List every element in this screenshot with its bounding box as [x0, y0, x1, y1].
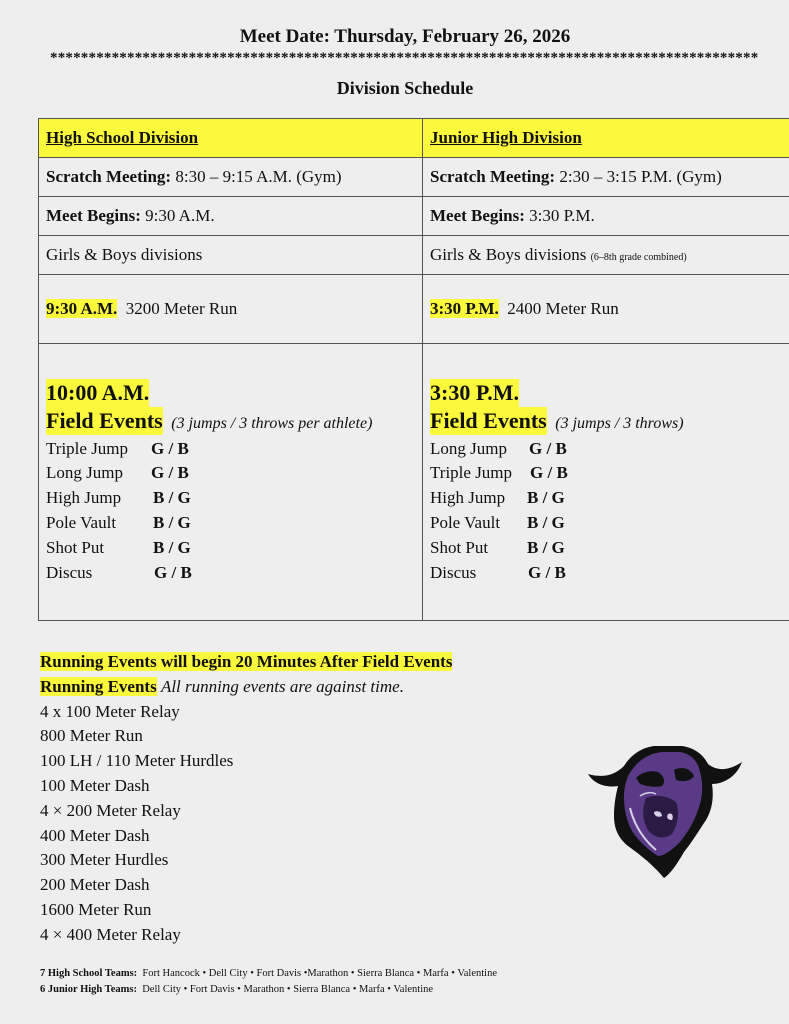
field-event-item: [430, 511, 789, 536]
field-event-order: B / G: [527, 537, 565, 557]
hs-field-note: (3 jumps / 3 throws per athlete): [171, 414, 373, 432]
hs-scratch-time: 8:30 – 9:15 A.M. (Gym): [171, 167, 342, 186]
divisions-row: [39, 236, 789, 275]
field-event-name: High Jump: [430, 488, 506, 508]
hs-division-title: High School Division: [39, 119, 423, 158]
field-event-name: High Jump: [46, 488, 122, 508]
field-event-item: [430, 486, 789, 511]
hs-run-time: 9:30 A.M.: [46, 299, 118, 318]
field-event-order: G / B: [529, 438, 567, 458]
field-event-name: Long Jump: [46, 463, 123, 483]
field-event-name: Shot Put: [46, 537, 105, 557]
jh-begins-label: Meet Begins:: [430, 206, 525, 225]
field-event-item: [46, 561, 415, 586]
hs-field-events: [39, 344, 423, 621]
hs-divisions: Girls & Boys divisions: [39, 236, 423, 275]
running-events-note: All running events are against time.: [160, 676, 404, 696]
running-event-item: 100 LH / 110 Meter Hurdles: [40, 751, 234, 771]
jh-teams-label: 6 Junior High Teams:: [40, 984, 137, 995]
separator-line: ********************************************************************************************: [50, 50, 759, 66]
jh-scratch-label: Scratch Meeting:: [430, 167, 556, 186]
running-event-item: 200 Meter Dash: [40, 875, 150, 895]
field-event-order: G / B: [528, 562, 566, 582]
hs-distance-run: [39, 275, 423, 344]
jh-scratch-meeting: [423, 158, 789, 197]
field-event-order: G / B: [154, 562, 192, 582]
hs-field-time: 10:00 A.M.: [46, 379, 150, 405]
meet-begins-row: [39, 197, 789, 236]
hs-run-event: 3200 Meter Run: [125, 299, 238, 318]
distance-run-row: [39, 275, 789, 344]
field-event-name: Pole Vault: [46, 513, 117, 532]
field-event-order: G / B: [151, 438, 189, 458]
jh-meet-begins: [423, 197, 789, 236]
running-event-list: [40, 700, 452, 948]
hs-teams-line: [40, 966, 497, 982]
hs-scratch-label: Scratch Meeting:: [46, 167, 172, 186]
meet-date-heading: Meet Date: Thursday, February 26, 2026: [239, 26, 571, 47]
field-event-order: B / G: [527, 488, 565, 508]
field-event-item: [46, 461, 415, 486]
jh-run-event: 2400 Meter Run: [507, 299, 619, 318]
jh-field-label: Field Events: [430, 407, 547, 433]
running-events-label: Running Events: [40, 676, 157, 696]
running-event-item: 100 Meter Dash: [40, 775, 150, 795]
jh-run-time: 3:30 P.M.: [430, 299, 499, 318]
field-event-name: Triple Jump: [46, 438, 129, 458]
hs-teams-label: 7 High School Teams:: [40, 968, 138, 979]
running-start-note: Running Events will begin 20 Minutes After Field Events: [40, 652, 453, 671]
jh-teams-list: Dell City • Fort Davis • Marathon • Sierra Blanca • Marfa • Valentine: [142, 984, 434, 995]
field-event-order: B / G: [527, 513, 565, 532]
running-event-item: 4 x 100 Meter Relay: [40, 701, 180, 721]
field-event-item: [430, 561, 789, 586]
running-event-item: 1600 Meter Run: [40, 899, 152, 919]
field-event-name: Discus: [430, 562, 477, 582]
field-event-item: [46, 536, 415, 561]
jh-teams-line: [40, 982, 497, 998]
field-event-order: B / G: [153, 537, 191, 557]
hs-field-label: Field Events: [46, 407, 163, 433]
jh-field-events: [423, 344, 789, 621]
hs-teams-list: Fort Hancock • Dell City • Fort Davis •Marathon • Sierra Blanca • Marfa • Valentine: [142, 968, 497, 979]
field-event-name: Discus: [46, 562, 93, 582]
hs-begins-time: 9:30 A.M.: [140, 206, 215, 225]
field-event-name: Pole Vault: [430, 513, 501, 532]
running-events-section: [40, 650, 452, 948]
field-event-order: B / G: [153, 513, 191, 532]
hs-meet-begins: [39, 197, 423, 236]
jh-event-list: [430, 437, 789, 586]
running-event-item: 400 Meter Dash: [40, 825, 150, 845]
field-event-item: [46, 437, 415, 462]
jh-field-note: (3 jumps / 3 throws): [555, 414, 684, 432]
field-event-item: [430, 536, 789, 561]
jh-scratch-time: 2:30 – 3:15 P.M. (Gym): [555, 167, 722, 186]
scratch-meeting-row: [39, 158, 789, 197]
field-event-name: Shot Put: [430, 537, 489, 557]
jh-divisions: [423, 236, 789, 275]
jh-begins-time: 3:30 P.M.: [524, 206, 595, 225]
hs-begins-label: Meet Begins:: [46, 206, 141, 225]
field-events-row: [39, 344, 789, 621]
running-event-item: 800 Meter Run: [40, 726, 143, 746]
division-schedule-title: Division Schedule: [336, 78, 474, 98]
running-event-item: 300 Meter Hurdles: [40, 850, 169, 870]
field-event-order: G / B: [151, 463, 189, 483]
jh-distance-run: [423, 275, 789, 344]
division-schedule-table: [38, 118, 789, 621]
hs-event-list: [46, 437, 415, 586]
jh-divisions-note: (6–8th grade combined): [590, 252, 687, 263]
longhorn-mascot-icon: [584, 738, 744, 880]
field-event-item: [46, 511, 415, 536]
running-event-item: 4 × 200 Meter Relay: [40, 800, 181, 820]
field-event-item: [46, 486, 415, 511]
field-event-item: [430, 437, 789, 462]
table-header-row: [39, 119, 789, 158]
running-event-item: 4 × 400 Meter Relay: [40, 924, 181, 944]
jh-division-title: Junior High Division: [423, 119, 789, 158]
jh-field-time: 3:30 P.M.: [430, 379, 520, 405]
hs-scratch-meeting: [39, 158, 423, 197]
field-event-item: [430, 461, 789, 486]
field-event-name: Long Jump: [430, 438, 507, 458]
field-event-order: G / B: [530, 463, 568, 483]
jh-divisions-text: Girls & Boys divisions: [430, 245, 587, 264]
field-event-order: B / G: [153, 488, 191, 508]
teams-section: [40, 966, 497, 998]
field-event-name: Triple Jump: [430, 463, 513, 483]
